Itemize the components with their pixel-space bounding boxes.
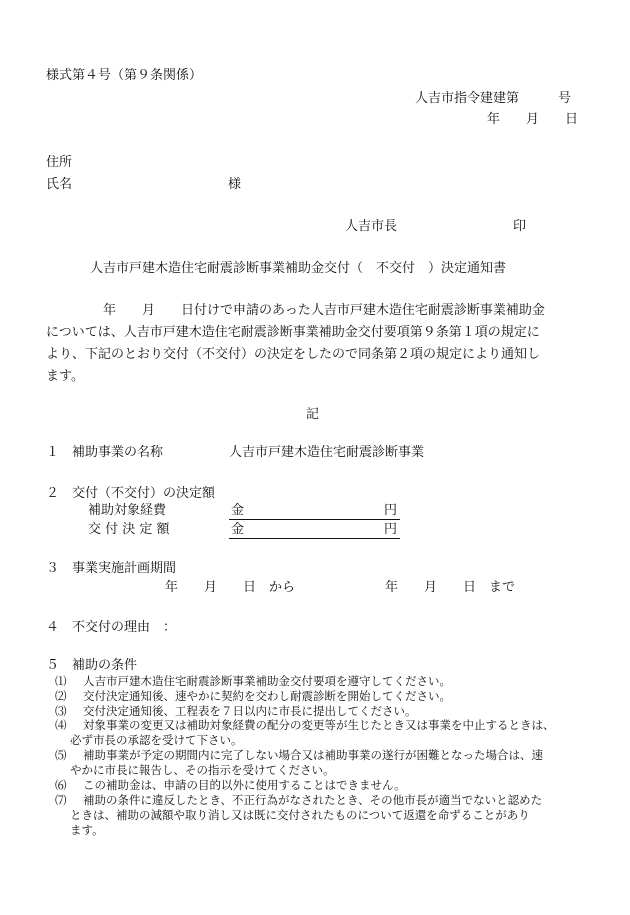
condition-text: やかに市長に報告し、その指示を受けてください。	[70, 763, 335, 777]
decided-amount-label: 交 付 決 定 額	[88, 522, 170, 537]
honorific: 様	[228, 177, 242, 192]
section3-label: ３ 事業実施計画期間	[46, 561, 177, 576]
issuer-title: 人吉市長	[345, 219, 398, 234]
eligible-cost-kin: 金	[231, 503, 245, 518]
eligible-cost-label: 補助対象経費	[88, 503, 167, 518]
eligible-cost-underline	[229, 519, 400, 520]
body-line: より、下記のとおり交付（不交付）の決定をしたので同条第２項の規定により通知し	[46, 347, 541, 362]
condition-text: ます。	[70, 823, 104, 837]
condition-number: ⑶	[55, 704, 67, 718]
period-from: 年 月 日 から	[165, 580, 296, 595]
condition-number: ⑷	[55, 718, 67, 732]
section5-label: ５ 補助の条件	[46, 658, 138, 673]
condition-number: ⑵	[55, 689, 67, 703]
decided-amount-underline	[229, 538, 400, 539]
ki-marker: 記	[306, 407, 320, 422]
body-line: 年 月 日付けで申請のあった人吉市戸建木造住宅耐震診断事業補助金	[103, 303, 545, 318]
issue-date: 年 月 日	[487, 112, 579, 127]
section2-label: ２ 交付（不交付）の決定額	[46, 486, 216, 501]
decided-amount-kin: 金	[231, 522, 245, 537]
condition-text: 対象事業の変更又は補助対象経費の配分の変更等が生じたとき又は事業を中止するときは、	[83, 718, 555, 732]
document-number: 人吉市指令建建第 号	[415, 91, 572, 106]
condition-number: ⑹	[55, 778, 67, 792]
condition-number: ⑺	[55, 793, 67, 807]
condition-number: ⑴	[55, 674, 67, 688]
form-number: 様式第４号（第９条関係）	[46, 68, 203, 83]
condition-text: この補助金は、申請の目的以外に使用することはできません。	[83, 778, 406, 792]
condition-text: 必ず市長の承認を受けて下さい。	[70, 733, 243, 747]
period-to: 年 月 日 まで	[385, 580, 516, 595]
seal-mark: 印	[513, 219, 527, 234]
document-title: 人吉市戸建木造住宅耐震診断事業補助金交付（ 不交付 ）決定通知書	[90, 261, 507, 276]
decided-amount-yen: 円	[384, 522, 398, 537]
condition-text: ときは、補助の減額や取り消し又は既に交付されたものについて返還を命ずることがあり	[70, 808, 530, 822]
section4-label: ４ 不交付の理由 ：	[46, 620, 177, 635]
eligible-cost-yen: 円	[384, 503, 398, 518]
body-line: ます。	[46, 369, 84, 384]
body-line: については、人吉市戸建木造住宅耐震診断事業補助金交付要項第９条第１項の規定に	[46, 325, 540, 340]
condition-number: ⑸	[55, 748, 67, 762]
condition-text: 交付決定通知後、工程表を７日以内に市長に提出してください。	[83, 704, 417, 718]
section1-label: １ 補助事業の名称	[46, 445, 164, 460]
name-label: 氏名	[46, 177, 73, 192]
condition-text: 補助の条件に違反したとき、不正行為がなされたとき、その他市長が適当でないと認めた	[83, 793, 543, 807]
section1-value: 人吉市戸建木造住宅耐震診断事業	[229, 445, 425, 460]
condition-text: 交付決定通知後、速やかに契約を交わし耐震診断を開始してください。	[83, 689, 451, 703]
condition-text: 補助事業が予定の期間内に完了しない場合又は補助事業の遂行が困難となった場合は、速	[83, 748, 543, 762]
address-label: 住所	[46, 155, 73, 170]
condition-text: 人吉市戸建木造住宅耐震診断事業補助金交付要項を遵守してください。	[83, 674, 451, 688]
